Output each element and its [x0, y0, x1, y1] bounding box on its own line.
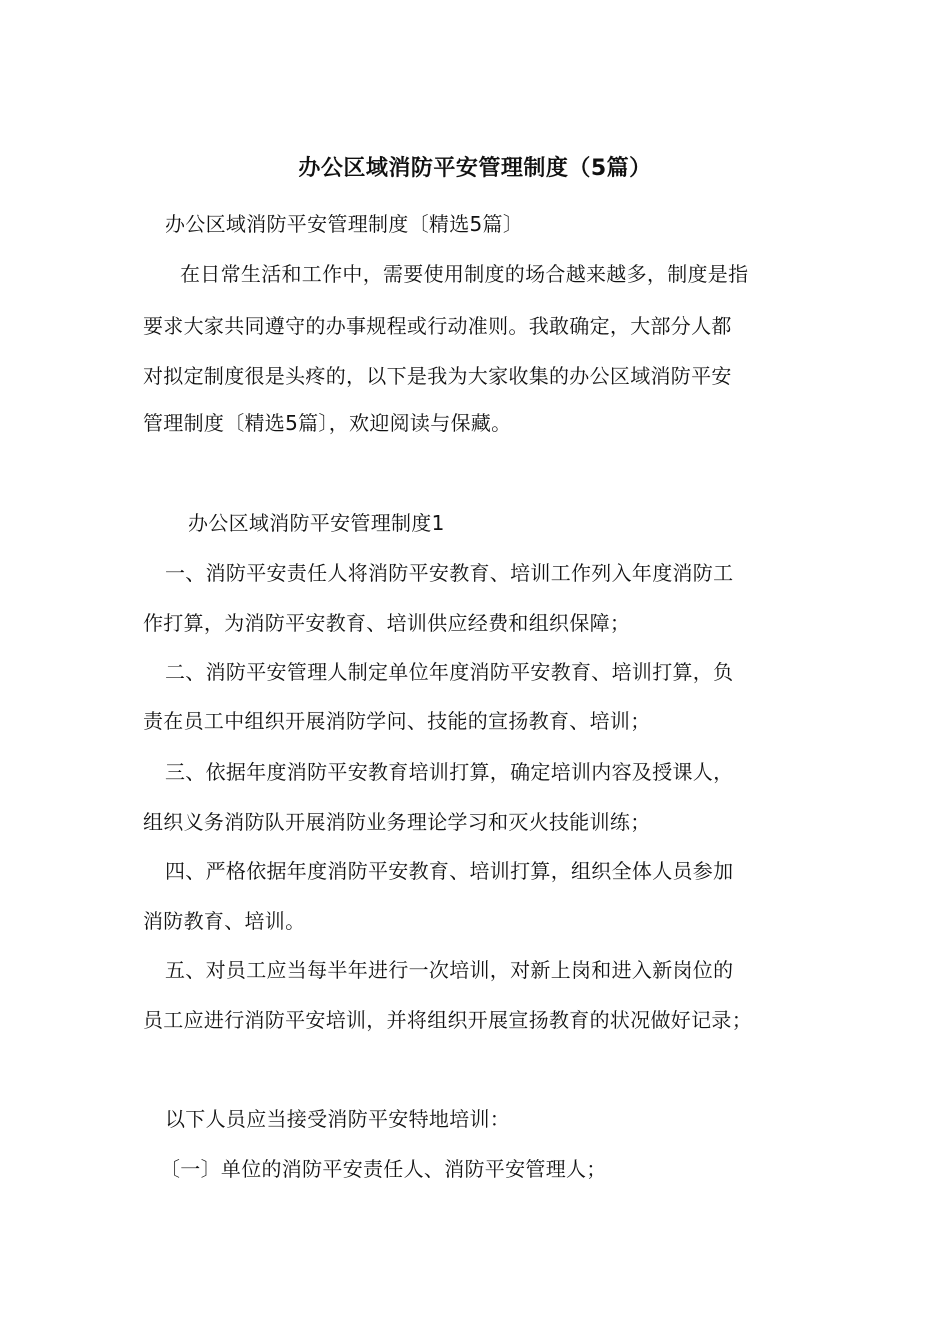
item-line-7: 四、严格依据年度消防平安教育、培训打算，组织全体人员参加: [165, 859, 734, 883]
intro-line-1: 在日常生活和工作中，需要使用制度的场合越来越多，制度是指: [180, 262, 749, 286]
item-line-6: 组织义务消防队开展消防业务理论学习和灭火技能训练；: [143, 810, 651, 834]
item-line-2: 作打算，为消防平安教育、培训供应经费和组织保障；: [143, 611, 631, 635]
item-line-8: 消防教育、培训。: [143, 909, 306, 933]
special-training-item-1: 〔一〕单位的消防平安责任人、消防平安管理人；: [160, 1157, 607, 1181]
item-line-3: 二、消防平安管理人制定单位年度消防平安教育、培训打算，负: [165, 660, 734, 684]
item-line-9: 五、对员工应当每半年进行一次培训，对新上岗和进入新岗位的: [165, 958, 734, 982]
intro-line-3: 对拟定制度很是头疼的，以下是我为大家收集的办公区域消防平安: [143, 364, 732, 388]
item-line-1: 一、消防平安责任人将消防平安教育、培训工作列入年度消防工: [165, 561, 734, 585]
item-line-10: 员工应进行消防平安培训，并将组织开展宣扬教育的状况做好记录；: [143, 1008, 752, 1032]
section-heading: 办公区域消防平安管理制度1: [188, 511, 445, 535]
document-title: 办公区域消防平安管理制度（5篇）: [298, 156, 652, 181]
document-subtitle: 办公区域消防平安管理制度〔精选5篇〕: [165, 212, 524, 236]
item-line-5: 三、依据年度消防平安教育培训打算，确定培训内容及授课人，: [165, 760, 734, 784]
intro-line-2: 要求大家共同遵守的办事规程或行动准则。我敢确定，大部分人都: [143, 314, 732, 338]
intro-line-4: 管理制度〔精选5篇〕，欢迎阅读与保藏。: [143, 411, 512, 435]
special-training-heading: 以下人员应当接受消防平安特地培训：: [165, 1107, 511, 1131]
item-line-4: 责在员工中组织开展消防学问、技能的宣扬教育、培训；: [143, 709, 651, 733]
